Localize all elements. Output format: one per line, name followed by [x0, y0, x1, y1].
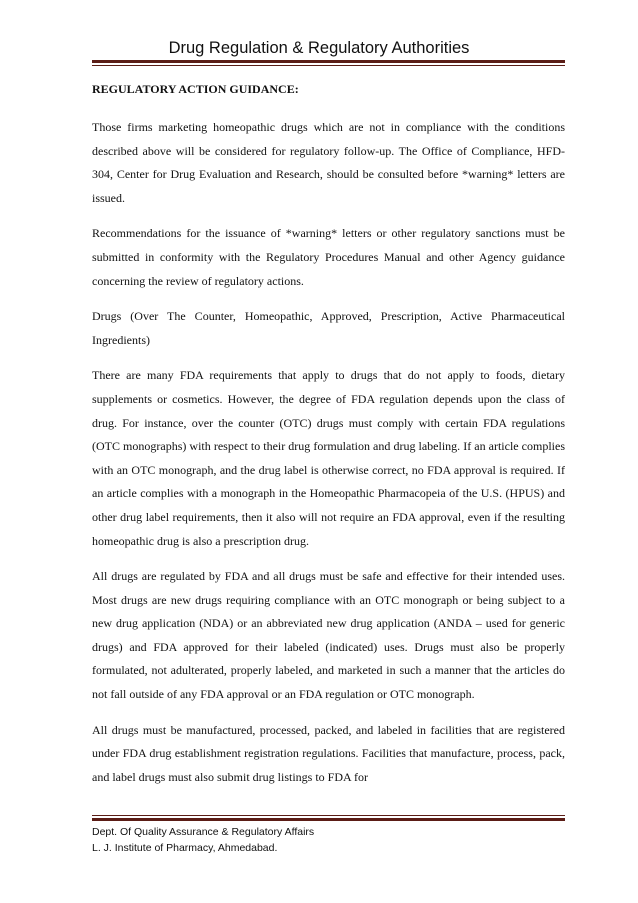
paragraph-fda-requirements: There are many FDA requirements that apply to drugs that do not apply to foods, dietary supplements or cosmetics. However, the degree of FDA regulation depends upon the class of drug. For instance, over the counter (OTC) drugs must comply with certain FDA regulations (OTC monographs) with respect to their drug formulation and drug labeling. If an article complies with an OTC monograph, and the drug label is otherwise correct, no FDA approval is required. If an article complies with a monograph in the Homeopathic Pharmacopeia of the U.S. (HPUS) and other drug label requirements, then it also will not require an FDA approval, even if the resulting homeopathic drug is also a prescription drug. — [92, 368, 565, 548]
paragraph-compliance: Those firms marketing homeopathic drugs which are not in compliance with the conditions described above will be considered for regulatory follow-up. The Office of Compliance, HFD-304, Center for Drug Evaluation and Research, should be consulted before *warning* letters are issued. — [92, 120, 565, 205]
footer-rule-thick — [92, 818, 565, 821]
page-footer — [92, 824, 565, 856]
footer-institute: L. J. Institute of Pharmacy, Ahmedabad. — [92, 842, 278, 854]
paragraph-drug-types: Drugs (Over The Counter, Homeopathic, Approved, Prescription, Active Pharmaceutical Ingredients) — [92, 309, 565, 347]
page-header-title: Drug Regulation & Regulatory Authorities — [168, 39, 470, 57]
section-heading: REGULATORY ACTION GUIDANCE: — [92, 82, 299, 96]
footer-department: Dept. Of Quality Assurance & Regulatory Affairs — [92, 826, 315, 838]
header-rule-thick — [92, 60, 565, 63]
document-body — [92, 82, 565, 801]
paragraph-manufacturing: All drugs must be manufactured, processed, packed, and labeled in facilities that are registered under FDA drug establishment registration regulations. Facilities that manufacture, process, pack, and label drugs must also submit drug listings to FDA for — [92, 722, 565, 784]
header-rule-thin — [92, 65, 565, 66]
footer-rule-thin — [92, 815, 565, 816]
paragraph-drug-regulation: All drugs are regulated by FDA and all drugs must be safe and effective for their intended uses. Most drugs are new drugs requiring compliance with an OTC monograph or being subject to a new drug application (NDA) or an abbreviated new drug application (ANDA – used for generic drugs) and FDA approved for their labeled (indicated) uses. Drugs must also be properly formulated, not adulterated, properly labeled, and marketed in such a manner that the articles do not fall outside of any FDA approval or an FDA regulation or OTC monograph. — [92, 569, 565, 702]
paragraph-recommendations: Recommendations for the issuance of *warning* letters or other regulatory sanctions must be submitted in conformity with the Regulatory Procedures Manual and other Agency guidance concerning the review of regulatory actions. — [92, 226, 565, 288]
